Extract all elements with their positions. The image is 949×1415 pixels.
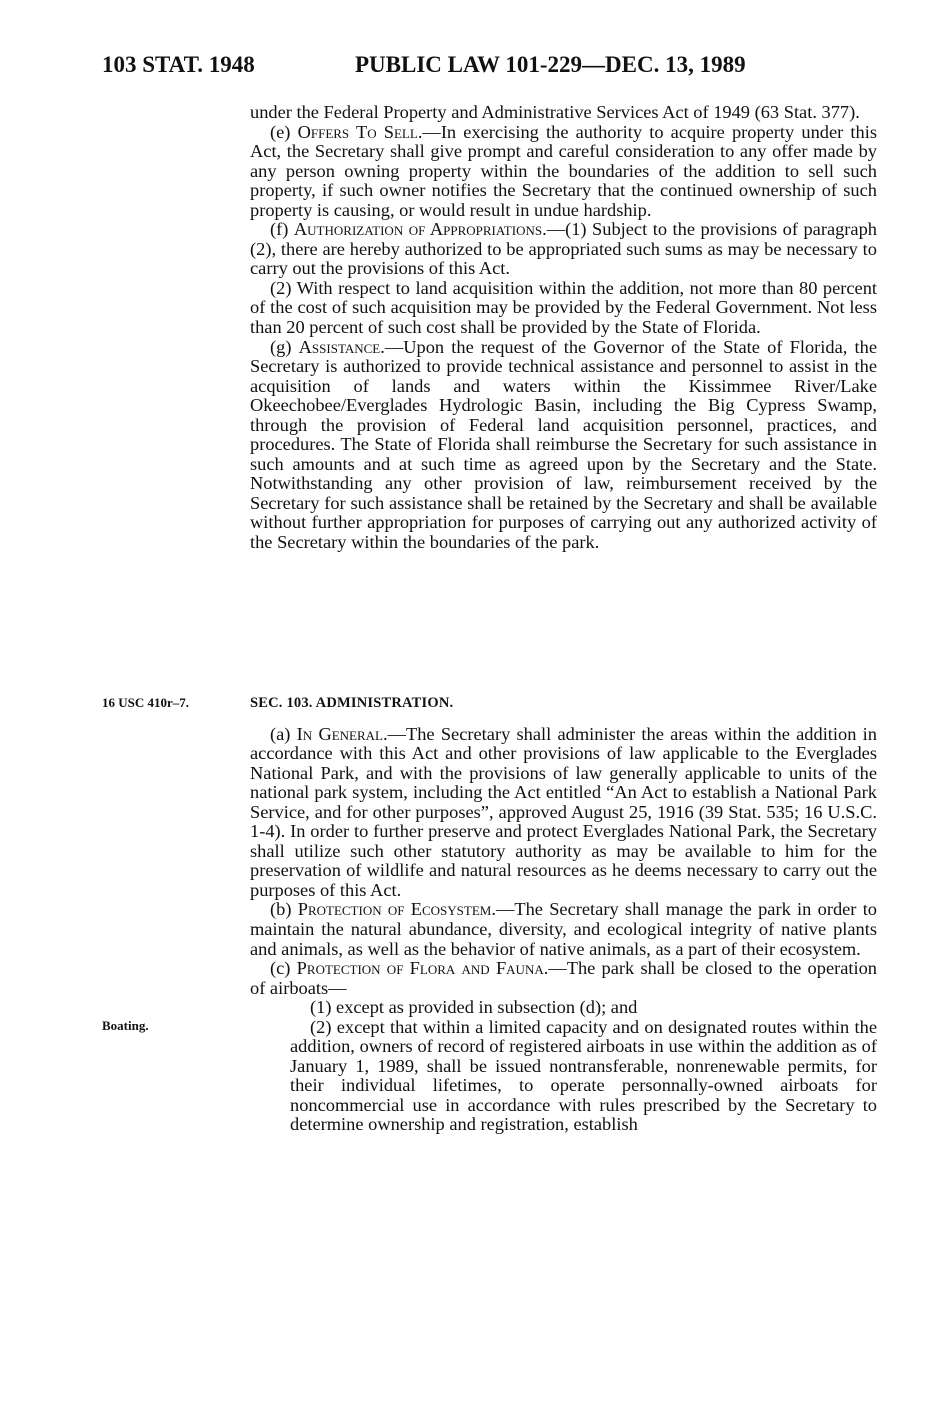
subsection-c-paragraph-1: (1) except as provided in subsection (d); and xyxy=(310,997,638,1018)
section-102-continuation xyxy=(250,103,877,553)
subsection-a-label: (a) xyxy=(270,723,297,744)
subsection-c-label: (c) xyxy=(270,958,297,979)
subsection-c-text: —The park shall be closed to the operation of airboats— xyxy=(250,958,878,998)
section-103 xyxy=(250,694,877,1135)
page-header xyxy=(102,52,822,88)
usc-citation-note: 16 USC 410r–7. xyxy=(102,695,190,710)
subsection-e-text: —In exercising the authority to acquire property under this Act, the Secretary shall give prompt and careful consideration to any offer made by any person owning property within the boundaries of the addition to sell such property, if such owner notifies the Secretary that the continued ownership of such property is causing, or would result in undue hardship. xyxy=(250,121,878,220)
subsection-b-label: (b) xyxy=(270,899,298,920)
subsection-f-label: (f) xyxy=(270,219,294,240)
section-103-heading: SEC. 103. ADMINISTRATION. xyxy=(250,695,454,711)
subsection-a xyxy=(250,725,877,901)
subsection-f-paragraph-2: (2) With respect to land acquisition within the addition, not more than 80 percent of the cost of such acquisition may be provided by the Federal Government. Not less than 20 percent of such cost shall be provided by the State of Florida. xyxy=(250,277,877,338)
subsection-g-label: (g) xyxy=(270,336,299,357)
subsection-a-text: —The Secretary shall administer the areas within the addition in accordance with this Act and other provisions of law applicable to the Everglades National Park, and with the provisions of law generally applicable to units of the national park system, including the Act entitled “An Act to establish a National Park Service, and for other purposes”, approved August 25, 1916 (39 Stat. 535; 16 U.S.C. 1-4). In order to further preserve and protect Everglades National Park, the Secretary shall utilize such other statutory authority as may be available to him for the preservation of wildlife and natural resources as he deems necessary to carry out the purposes of this Act. xyxy=(250,723,877,900)
subsection-c-heading: Protection of Flora and Fauna. xyxy=(296,958,549,979)
subsection-f-text: —(1) Subject to the provisions of paragraph (2), there are hereby authorized to be appropriated such sums as may be necessary to carry out the provisions of this Act. xyxy=(250,219,877,279)
subsection-e xyxy=(250,123,877,221)
subsection-g xyxy=(250,338,877,553)
subsection-f-heading: Authorization of Appropriations. xyxy=(293,219,547,240)
subsection-e-label: (e) xyxy=(270,121,298,142)
volume-page-number: 103 STAT. 1948 xyxy=(102,52,255,77)
subsection-c xyxy=(250,959,877,998)
subsection-b-heading: Protection of Ecosystem. xyxy=(297,899,496,920)
subsection-g-text: —Upon the request of the Governor of the State of Florida, the Secretary is authorized to provide technical assistance and personnel to assist in the acquisition of lands and waters within the Kissimmee River/Lake Okeechobee/Everglades Hydrologic Basin, including the Big Cypress Swamp, through the provision of Federal land acquisition personnel, practices, and procedures. The State of Florida shall reimburse the Secretary for such assistance in such amounts and at such time as agreed upon by the Secretary and the State. Notwithstanding any other provision of law, reimbursement received by the Secretary for such assistance shall be retained by the Secretary and shall be available without further appropriation for purposes of carrying out any authorized activity of the Secretary within the boundaries of the park. xyxy=(250,336,877,553)
subsection-e-heading: Offers To Sell. xyxy=(297,121,423,142)
subsection-b-text: —The Secretary shall manage the park in order to maintain the natural abundance, diversity, and ecological integrity of native plants and animals, as well as the behavior of native animals, as a part of their ecosystem. xyxy=(250,899,877,959)
subsection-c-paragraph-2: (2) except that within a limited capacity and on designated routes within the addition, owners of record of registered airboats in use within the addition as of January 1, 1989, shall be issued nontransferable, nonrenewable permits, for their individual lifetimes, to operate personnally-owned airboats for noncommercial use in accordance with rules prescribed by the Secretary to determine ownership and registration, establish xyxy=(290,1016,877,1135)
subsection-f xyxy=(250,220,877,279)
subsection-b xyxy=(250,900,877,959)
paragraph-continuation: under the Federal Property and Administrative Services Act of 1949 (63 Stat. 377). xyxy=(250,102,860,122)
public-law-title: PUBLIC LAW 101-229—DEC. 13, 1989 xyxy=(355,52,746,77)
boating-margin-note: Boating. xyxy=(102,1018,149,1033)
subsection-g-heading: Assistance. xyxy=(298,336,385,357)
subsection-a-heading: In General. xyxy=(296,723,388,744)
